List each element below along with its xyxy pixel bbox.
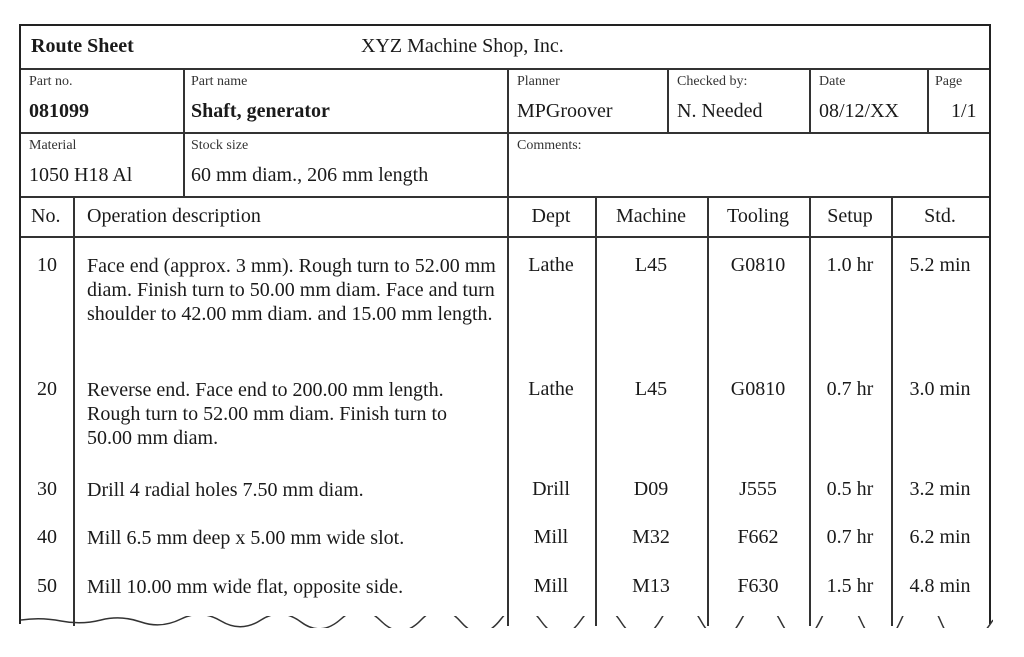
rule-v (667, 68, 669, 132)
rule-v (809, 68, 811, 132)
material-value: 1050 H18 Al (29, 164, 133, 186)
rule-v (927, 68, 929, 132)
row-10-std: 5.2 min (909, 254, 971, 276)
company-name: XYZ Machine Shop, Inc. (361, 35, 564, 57)
torn-edge (21, 616, 993, 628)
row-30-description: Drill 4 radial holes 7.50 mm diam. (87, 479, 364, 501)
row-50-no: 50 (37, 575, 57, 597)
row-40-tooling: F662 (737, 526, 779, 548)
row-50-description: Mill 10.00 mm wide flat, opposite side. (87, 576, 404, 598)
row-10-setup: 1.0 hr (826, 254, 874, 276)
row-40-description: Mill 6.5 mm deep x 5.00 mm wide slot. (87, 527, 405, 549)
row-50-std: 4.8 min (909, 575, 971, 597)
row-20-setup: 0.7 hr (826, 378, 874, 400)
date-value: 08/12/XX (819, 100, 899, 122)
col-header-tooling: Tooling (727, 205, 789, 227)
row-10-machine: L45 (634, 254, 668, 276)
rule-v (73, 196, 75, 626)
rule-title (21, 68, 989, 70)
row-30-no: 30 (37, 478, 57, 500)
row-40-machine: M32 (632, 526, 670, 548)
row-30-tooling: J555 (739, 478, 777, 500)
date-label: Date (819, 74, 846, 89)
row-50-tooling: F630 (737, 575, 779, 597)
checked-by-value: N. Needed (677, 100, 763, 122)
col-header-std: Std. (924, 205, 956, 227)
rule-col-header (21, 236, 989, 238)
page-label: Page (935, 74, 963, 89)
stock-size-value: 60 mm diam., 206 mm length (191, 164, 429, 186)
col-header-dept: Dept (531, 205, 571, 227)
rule-material (21, 196, 989, 198)
route-sheet (19, 24, 991, 624)
row-40-dept: Mill (533, 526, 569, 548)
part-name-label: Part name (191, 74, 248, 89)
page-value: 1/1 (951, 100, 977, 122)
row-50-machine: M13 (632, 575, 670, 597)
row-50-dept: Mill (533, 575, 569, 597)
rule-info (21, 132, 989, 134)
part-name-value: Shaft, generator (191, 100, 330, 122)
row-10-tooling: G0810 (730, 254, 786, 276)
planner-value: MPGroover (517, 100, 613, 122)
row-40-no: 40 (37, 526, 57, 548)
stock-size-label: Stock size (191, 138, 249, 153)
row-10-dept: Lathe (528, 254, 574, 276)
row-10-no: 10 (37, 254, 57, 276)
part-no-label: Part no. (29, 74, 73, 89)
col-header-description: Operation description (87, 205, 261, 227)
row-10-description: Face end (approx. 3 mm). Rough turn to 52.00 mm diam. Finish turn to 50.00 mm diam. Face and turn shoulder to 42.00 mm diam. and 15.00 mm length. (87, 255, 496, 325)
row-20-machine: L45 (634, 378, 668, 400)
comments-label: Comments: (517, 138, 582, 153)
row-30-std: 3.2 min (909, 478, 971, 500)
material-label: Material (29, 138, 77, 153)
row-30-dept: Drill (532, 478, 570, 500)
col-header-machine: Machine (616, 205, 686, 227)
row-40-setup: 0.7 hr (826, 526, 874, 548)
row-20-no: 20 (37, 378, 57, 400)
row-20-dept: Lathe (528, 378, 574, 400)
planner-label: Planner (517, 74, 560, 89)
row-20-tooling: G0810 (730, 378, 786, 400)
row-30-setup: 0.5 hr (826, 478, 874, 500)
row-20-description: Reverse end. Face end to 200.00 mm length. Rough turn to 52.00 mm diam. Finish turn to 50.00 mm diam. (87, 379, 448, 449)
sheet-title: Route Sheet (31, 35, 134, 57)
rule-v (183, 68, 185, 196)
col-header-setup: Setup (827, 205, 873, 227)
row-40-std: 6.2 min (909, 526, 971, 548)
row-30-machine: D09 (633, 478, 669, 500)
part-no-value: 081099 (29, 100, 89, 122)
row-50-setup: 1.5 hr (826, 575, 874, 597)
row-20-std: 3.0 min (909, 378, 971, 400)
checked-by-label: Checked by: (677, 74, 748, 89)
rule-v (507, 68, 509, 196)
col-header-no: No. (31, 205, 61, 227)
